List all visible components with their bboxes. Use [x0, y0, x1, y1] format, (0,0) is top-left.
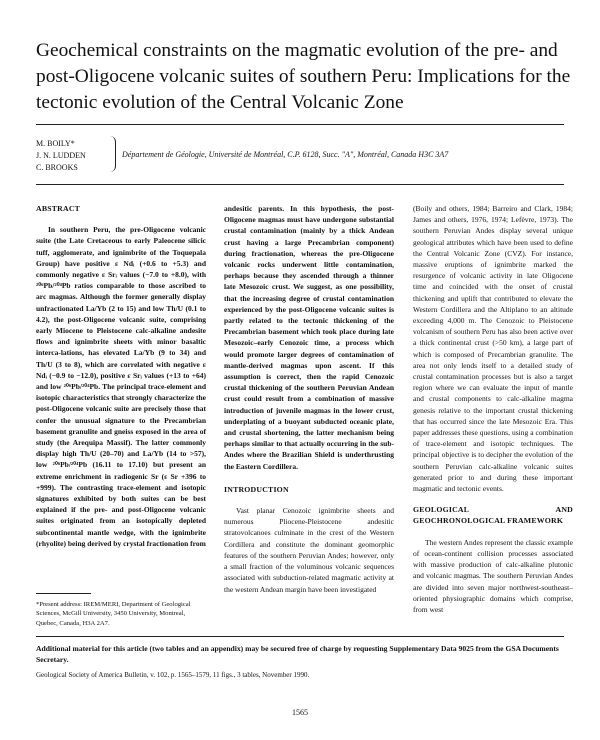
column-1: [36, 203, 206, 549]
author: J. N. LUDDEN: [36, 151, 86, 160]
column-2: [224, 203, 394, 595]
author: C. BROOKS: [36, 163, 78, 172]
geological-text: The western Andes represent the classic example of ocean-continent collision processes associated with massive production of calc-alkaline plutonic and volcanic magmas. The southern Peruvian Andes are divided into seven major northwest-southeast–oriented physiographic domains which comprise, from west: [413, 537, 573, 614]
additional-material-note: Additional material for this article (two tables and an appendix) may be secured free of charge by requesting Supplementary Data 9025 from the GSA Documents Secretary.: [36, 644, 559, 664]
abstract-text-2: andesitic parents. In this hypothesis, the post-Oligocene magmas must have undergone substantial crustal contamination (mainly by a thick Andean crust having a large Precambrian component) during fractionation, whereas the pre-Oligocene volcanic rocks underwent little contamination, perhaps because they ascended through a thinner late Mesozoic crust. We suggest, as one possibility, that the increasing degree of crustal contamination experienced by the post-Oligocene volcanic suites is partly related to the tectonic thickening of the Precambrian basement which took place during late Mesozoic–early Cenozoic time, a process which would promote larger degrees of contamination of mantle-derived magmas upon ascent. If this assumption is correct, then the rapid Cenozoic crustal thickening of the southern Peruvian Andean crust could result from a combination of massive introduction of juvenile magmas in the lower crust, underplating of a buoyant subducted oceanic plate, and crustal shortening, the latter mechanism being perhaps similar to that actually occurring in the sub-Andes where the Brazilian Shield is underthrusting the Eastern Cordillera.: [224, 204, 394, 471]
introduction-heading: INTRODUCTION: [224, 484, 289, 494]
geological-heading: GEOLOGICAL AND GEOCHRONOLOGICAL FRAMEWORK: [413, 505, 573, 526]
column-3: [413, 203, 573, 615]
abstract-text-1: In southern Peru, the pre-Oligocene volcanic suite (the Late Cretaceous to early Paleocene silicic tuff, agglomerate, and ignimbrite of the Toquepala Group) have positive ε Ndᵢ (+0.6 to +5.3) and commonly negative ε Srᵢ values (−7.0 to +8.0), with ²⁰⁶Pb/²⁰⁴Pb ratios comparable to those ascribed to arc magmas. Although the former generally display unfractionated La/Yb (2 to 15) and low Th/U (0.1 to 4.2), the post-Oligocene volcanic suite, comprising early Miocene to Pleistocene calc-alkaline andesite flows and ignimbrite sheets with minor basaltic interca-lations, has elevated La/Yb (9 to 34) and Th/U (3 to 8), which are correlated with negative ε Ndᵢ (−0.9 to −12.0), positive ε Srᵢ values (+13 to +64) and low ²⁰⁶Pb/²⁰⁴Pb. The principal trace-element and isotopic characteristics that strongly characterize the post-Oligocene volcanic suite are precisely those that confer the unusual signature to the Precambrian basement granulite and gneiss exposed in the area of study (the Arequipa Massif). The latter commonly display high Th/U (20–70) and La/Yb (14 to >57), low ²⁰⁶Pb/²⁰⁴Pb (16.11 to 17.10) but present an extreme enrichment in radiogenic Sr (ε Sr +396 to +999). The contrasting trace-element and isotopic signatures exhibited by both suites can be best explained if the pre- and post-Oligocene volcanic suites originated from an isotopically depleted subcontinental mantle wedge, with the ignimbrite (rhyolite) being derived by crystal fractionation from: [36, 225, 206, 548]
header-rule: [36, 184, 564, 185]
author-list: [36, 138, 86, 174]
title-rule: [36, 124, 564, 125]
introduction-text-2: (Boily and others, 1984; Barreiro and Clark, 1984; James and others, 1976, 1974; Lefèvre, 1973). The southern Peruvian Andes display several unique geological attributes which have been used to define the Central Volcanic Zone (CVZ). For instance, massive eruptions of ignimbrite marked the resurgence of volcanic activity in late Oligocene time and coincided with the onset of crustal thickening and uplift that contributed to elevate the Western Cordillera and the Altiplano to an altitude exceeding 4,000 m. The Cenozoic to Pleistocene volcanism of southern Peru has also been active over a thick continental crust (>50 km), a large part of which is composed of Precambrian granulite. The area not only lends itself to a detailed study of crustal contamination processes but is also a target region where we can evaluate the input of mantle and crustal components to calc-alkaline magma genesis relative to the important crustal thickening that has occurred since the late Mesozoic Era. This paper addresses these questions, using a combination of trace-element and isotopic techniques. The principal objective is to decipher the evolution of the southern Peruvian calc-alkaline volcanic suites generated prior to and during these important magmatic and tectonic events.: [413, 204, 573, 494]
footnote-rule: [36, 593, 91, 594]
article-title: Geochemical constraints on the magmatic evolution of the pre- and post-Oligocene volcanic suites of southern Peru: Implications for the tectonic evolution of the Central Volcanic Zone: [36, 40, 571, 113]
footer-rule: [36, 636, 564, 637]
author-brace: [108, 136, 116, 172]
footnote: *Present address: IREM/MERI, Department of Geological Sciences, McGill University, 3450 University, Montreal, Quebec, Canada, H3A 2A7.: [36, 601, 191, 627]
page-number: 1565: [292, 708, 308, 717]
abstract-heading: ABSTRACT: [36, 204, 81, 213]
affiliation: Département de Géologie, Université de Montréal, C.P. 6128, Succ. "A", Montréal, Canada H3C 3A7: [122, 150, 449, 159]
author: M. BOILY*: [36, 139, 75, 148]
journal-citation: Geological Society of America Bulletin, v. 102, p. 1565–1579, 11 figs., 3 tables, November 1990.: [36, 671, 310, 679]
introduction-text-1: Vast planar Cenozoic ignimbrite sheets and numerous Pliocene-Pleistocene andesitic stratovolcanoes culminate in the crest of the Western Cordillera and constitute the dominant geomorphic features of the southern Peruvian Andes; however, only a small fraction of the voluminous volcanic sequences associated with subduction-related magmatic activity at the western Andean margin have been investigated: [224, 506, 394, 594]
